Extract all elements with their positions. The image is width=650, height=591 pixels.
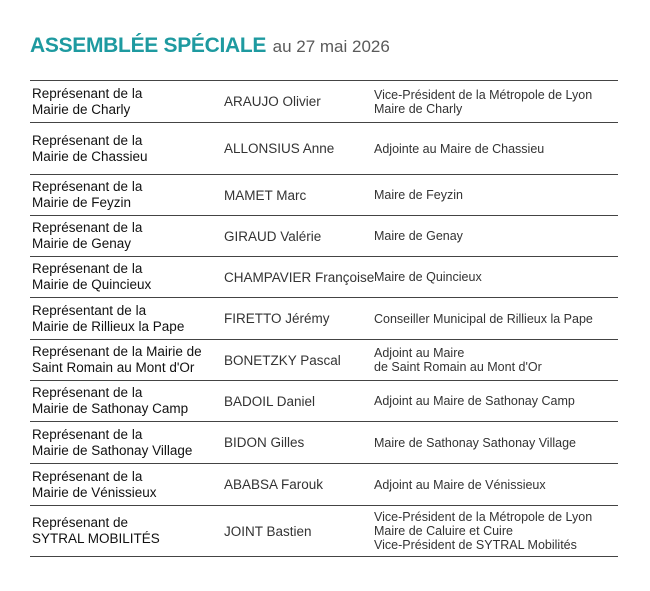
representative-of: [30, 385, 224, 417]
representative-line: Mairie de Rillieux la Pape: [32, 318, 185, 334]
table-row: [30, 123, 618, 175]
representative-line: Saint Romain au Mont d'Or: [32, 360, 195, 375]
member-role: [374, 142, 618, 156]
representative-line: Représenant de la: [32, 261, 143, 276]
representative-line: Mairie de Quincieux: [32, 277, 152, 292]
role-line: Maire de Charly: [374, 101, 463, 116]
role-line: Maire de Genay: [374, 229, 463, 243]
member-role: [374, 394, 618, 408]
role-line: Adjoint au Maire de Vénissieux: [374, 477, 546, 492]
representative-of: [30, 86, 224, 118]
member-name: BONETZKY Pascal: [224, 352, 341, 368]
representative-line: Mairie de Sathonay Camp: [32, 401, 189, 416]
representative-line: SYTRAL MOBILITÉS: [32, 531, 160, 546]
member-name: MAMET Marc: [224, 187, 307, 203]
representative-line: Mairie de Chassieu: [32, 148, 148, 164]
role-line: Maire de Quincieux: [374, 270, 482, 284]
member-name: FIRETTO Jérémy: [224, 311, 330, 326]
representative-line: Représenant de la: [32, 426, 143, 442]
table-row: [30, 506, 618, 557]
representative-line: Mairie de Charly: [32, 101, 131, 117]
member-role: [374, 270, 618, 284]
role-line: de Saint Romain au Mont d'Or: [374, 360, 542, 374]
role-line: Maire de Feyzin: [374, 188, 463, 202]
representative-line: Mairie de Genay: [32, 236, 132, 251]
representative-line: Représenant de la: [32, 468, 143, 484]
member-name: BIDON Gilles: [224, 435, 305, 450]
representative-line: Mairie de Sathonay Village: [32, 442, 193, 458]
role-line: Maire de Sathonay Sathonay Village: [374, 435, 576, 450]
member-name: ALLONSIUS Anne: [224, 141, 335, 156]
member-name: CHAMPAVIER Françoise: [224, 269, 375, 285]
representative-of: [30, 427, 224, 459]
member-name: BADOIL Daniel: [224, 393, 316, 409]
table-row: [30, 81, 618, 123]
role-line: Maire de Caluire et Cuire: [374, 524, 513, 538]
member-name: ABABSA Farouk: [224, 477, 324, 492]
page-title: ASSEMBLÉE SPÉCIALE: [30, 34, 267, 57]
member-role: [374, 346, 618, 374]
table-row: [30, 175, 618, 216]
role-line: Adjointe au Maire de Chassieu: [374, 141, 545, 156]
representative-of: [30, 469, 224, 501]
table-row: [30, 257, 618, 298]
representative-line: Représentant de la: [32, 302, 147, 318]
representative-of: [30, 344, 224, 376]
table-row: [30, 464, 618, 506]
table-row: [30, 298, 618, 340]
member-name: JOINT Bastien: [224, 523, 312, 539]
role-line: Adjoint au Maire: [374, 346, 465, 360]
representative-of: [30, 261, 224, 293]
member-name: ARAUJO Olivier: [224, 94, 321, 109]
page-subtitle: au 27 mai 2026: [272, 37, 390, 56]
representative-of: [30, 133, 224, 165]
member-role: [374, 188, 618, 202]
member-role: [374, 436, 618, 450]
role-line: Vice-Président de la Métropole de Lyon: [374, 87, 593, 102]
representative-line: Mairie de Vénissieux: [32, 484, 157, 500]
member-role: [374, 312, 618, 326]
representative-line: Représenant de: [32, 515, 129, 530]
role-line: Vice-Président de la Métropole de Lyon: [374, 510, 593, 524]
table-row: [30, 216, 618, 257]
member-role: [374, 229, 618, 243]
representative-line: Représenant de la: [32, 85, 143, 101]
representative-line: Représenant de la: [32, 179, 143, 194]
role-line: Adjoint au Maire de Sathonay Camp: [374, 394, 575, 408]
representative-of: [30, 179, 224, 211]
document-header: [30, 34, 390, 58]
table-row: [30, 422, 618, 464]
representative-of: [30, 303, 224, 335]
member-role: [374, 478, 618, 492]
member-name: GIRAUD Valérie: [224, 228, 322, 244]
representative-line: Représenant de la Mairie de: [32, 344, 202, 359]
representative-line: Représenant de la: [32, 132, 143, 148]
representative-of: [30, 515, 224, 547]
table-row: [30, 340, 618, 381]
role-line: Vice-Président de SYTRAL Mobilités: [374, 538, 577, 552]
member-role: [374, 88, 618, 116]
representative-of: [30, 220, 224, 252]
representative-line: Représenant de la: [32, 385, 143, 400]
table-row: [30, 381, 618, 422]
role-line: Conseiller Municipal de Rillieux la Pape: [374, 311, 593, 326]
members-table: [30, 80, 618, 557]
representative-line: Représenant de la: [32, 220, 143, 235]
representative-line: Mairie de Feyzin: [32, 195, 132, 210]
member-role: [374, 510, 618, 552]
